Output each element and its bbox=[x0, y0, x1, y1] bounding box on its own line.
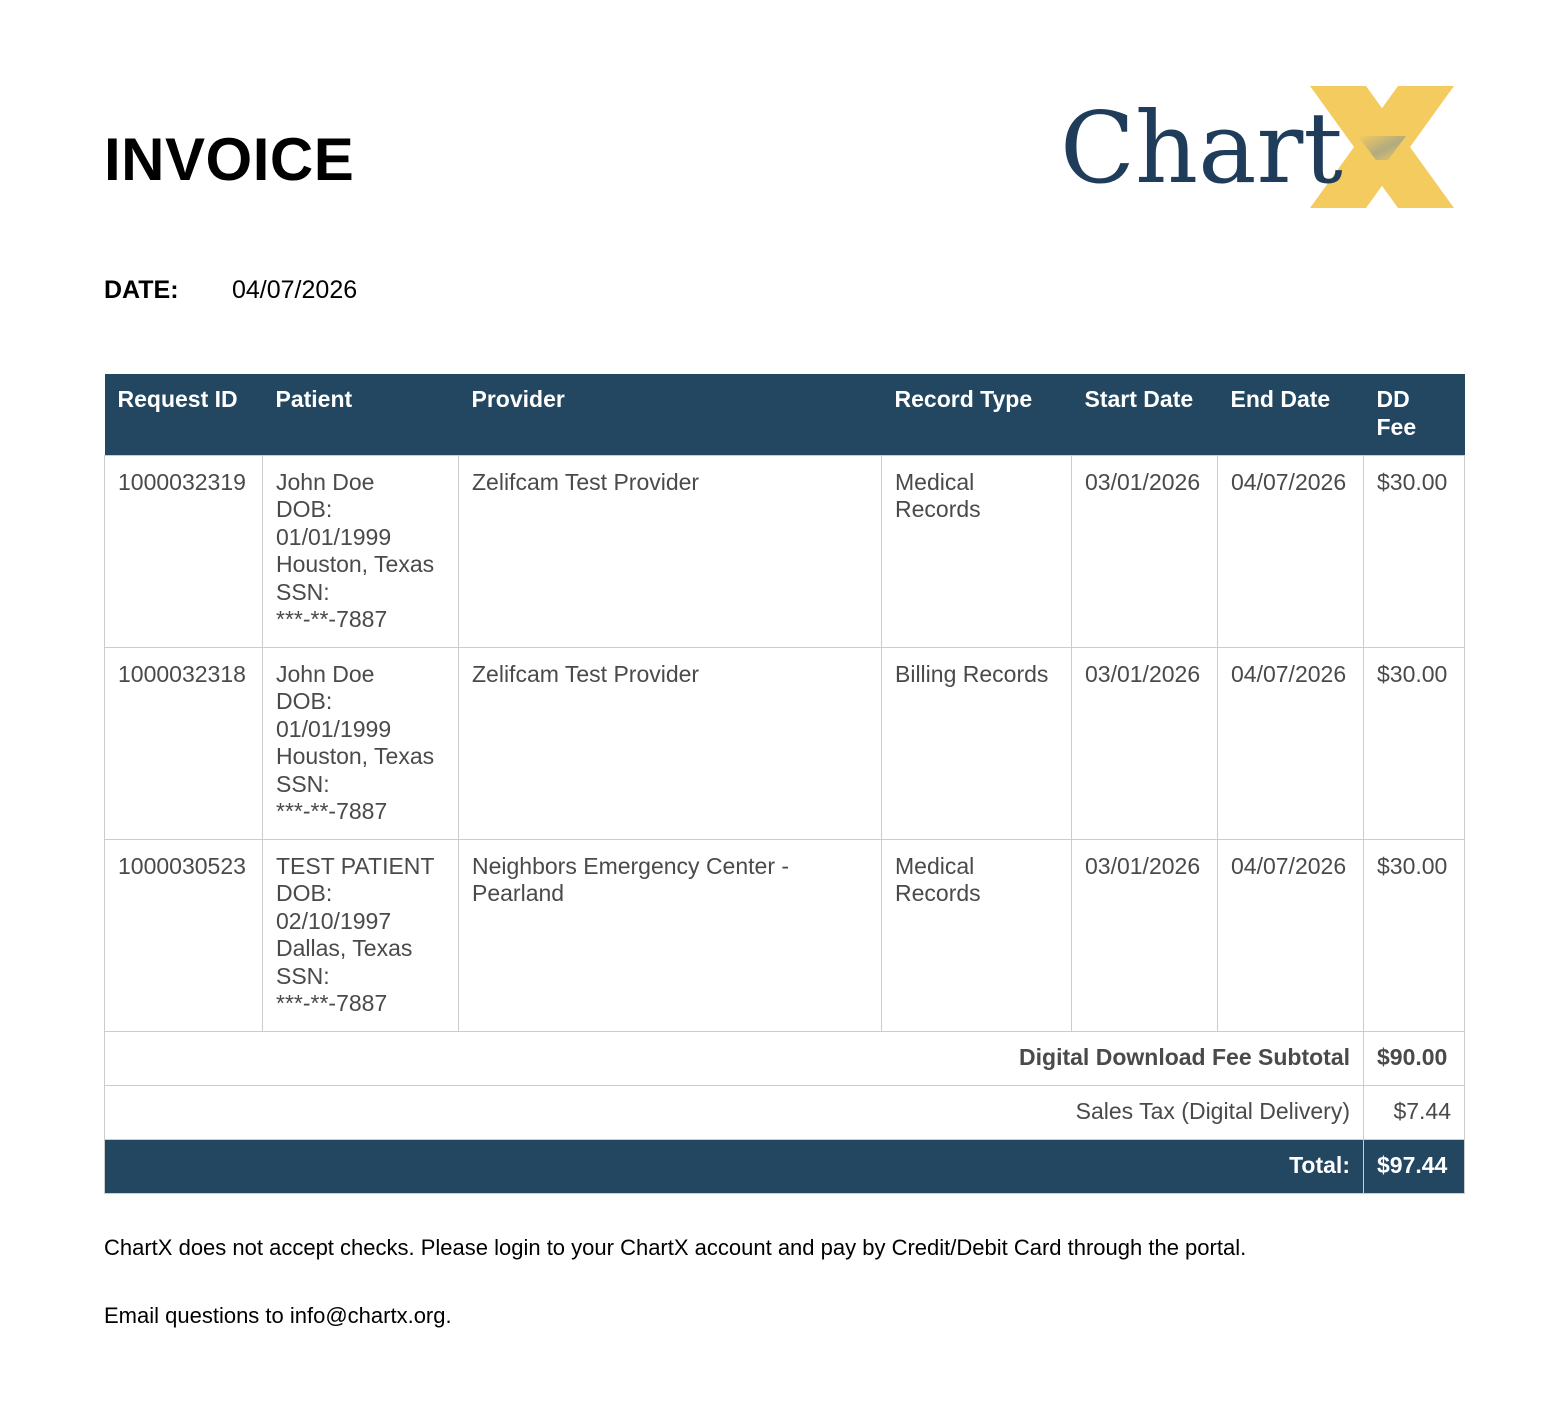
request-id-cell: 1000032318 bbox=[105, 647, 263, 839]
column-header-patient: Patient bbox=[263, 374, 459, 455]
subtotal-label: Digital Download Fee Subtotal bbox=[105, 1031, 1364, 1085]
email-note: Email questions to info@chartx.org. bbox=[104, 1303, 452, 1328]
chartx-logo bbox=[1058, 84, 1458, 212]
invoice-title: INVOICE bbox=[104, 126, 355, 193]
invoice-table bbox=[104, 374, 1465, 1194]
column-header-request-id: Request ID bbox=[105, 374, 263, 455]
invoice-date bbox=[104, 276, 357, 305]
provider-cell: Zelifcam Test Provider bbox=[459, 647, 882, 839]
end-date-cell: 04/07/2026 bbox=[1218, 455, 1364, 647]
total-row bbox=[105, 1139, 1465, 1193]
subtotal-value: $90.00 bbox=[1364, 1031, 1465, 1085]
record-type-cell: Billing Records bbox=[882, 647, 1072, 839]
record-type-cell: Medical Records bbox=[882, 455, 1072, 647]
start-date-cell: 03/01/2026 bbox=[1072, 647, 1218, 839]
fee-cell: $30.00 bbox=[1364, 839, 1465, 1031]
patient-cell: TEST PATIENT DOB: 02/10/1997 Dallas, Texas SSN: ***-**-7887 bbox=[263, 839, 459, 1031]
date-value: 04/07/2026 bbox=[232, 276, 358, 304]
subtotal-row bbox=[105, 1031, 1465, 1085]
table-header-row bbox=[105, 374, 1465, 455]
record-type-cell: Medical Records bbox=[882, 839, 1072, 1031]
table-row bbox=[105, 455, 1465, 647]
provider-cell: Neighbors Emergency Center - Pearland bbox=[459, 839, 882, 1031]
table-row bbox=[105, 647, 1465, 839]
tax-row bbox=[105, 1085, 1465, 1139]
total-label: Total: bbox=[105, 1139, 1364, 1193]
patient-cell: John Doe DOB: 01/01/1999 Houston, Texas SSN: ***-**-7887 bbox=[263, 647, 459, 839]
total-value: $97.44 bbox=[1364, 1139, 1465, 1193]
patient-cell: John Doe DOB: 01/01/1999 Houston, Texas SSN: ***-**-7887 bbox=[263, 455, 459, 647]
column-header-provider: Provider bbox=[459, 374, 882, 455]
logo-text: Chart bbox=[1060, 92, 1343, 206]
payment-note: ChartX does not accept checks. Please login to your ChartX account and pay by Credit/Debit Card through the portal. bbox=[104, 1235, 1247, 1260]
start-date-cell: 03/01/2026 bbox=[1072, 839, 1218, 1031]
date-label: DATE: bbox=[104, 276, 179, 304]
table-row bbox=[105, 839, 1465, 1031]
start-date-cell: 03/01/2026 bbox=[1072, 455, 1218, 647]
column-header-record-type: Record Type bbox=[882, 374, 1072, 455]
column-header-dd-fee: DD Fee bbox=[1364, 374, 1465, 455]
tax-label: Sales Tax (Digital Delivery) bbox=[105, 1085, 1364, 1139]
provider-cell: Zelifcam Test Provider bbox=[459, 455, 882, 647]
request-id-cell: 1000030523 bbox=[105, 839, 263, 1031]
fee-cell: $30.00 bbox=[1364, 455, 1465, 647]
tax-value: $7.44 bbox=[1364, 1085, 1465, 1139]
request-id-cell: 1000032319 bbox=[105, 455, 263, 647]
fee-cell: $30.00 bbox=[1364, 647, 1465, 839]
column-header-start-date: Start Date bbox=[1072, 374, 1218, 455]
end-date-cell: 04/07/2026 bbox=[1218, 839, 1364, 1031]
column-header-end-date: End Date bbox=[1218, 374, 1364, 455]
end-date-cell: 04/07/2026 bbox=[1218, 647, 1364, 839]
